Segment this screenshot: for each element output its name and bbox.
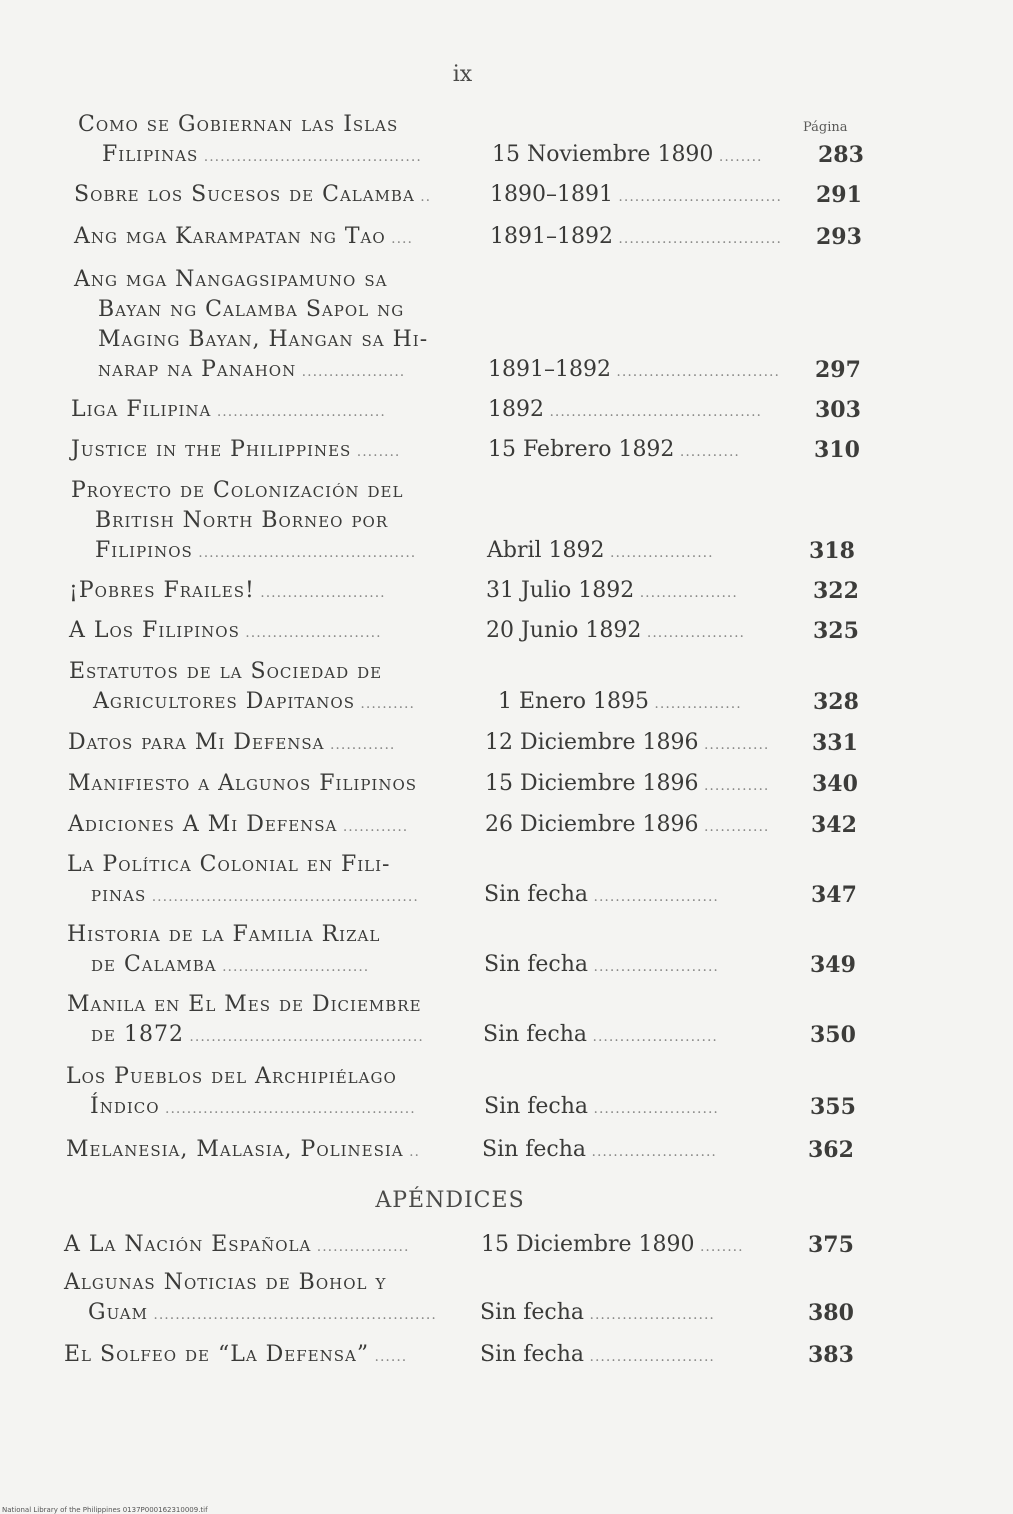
title-text: Estatutos de la Sociedad de [69,659,383,684]
leader-dots: ....................... [587,1029,718,1045]
entry-title-line [64,1298,437,1328]
entry-page-number: 297 [815,357,861,383]
leader-dots: ............ [324,737,396,753]
entry-date [485,728,769,760]
entry-date [488,355,780,387]
entry-title [74,222,413,252]
title-text: Bayan ng Calamba Sapol ng [98,297,405,322]
entry-title-line [64,1268,437,1298]
date-text: Sin fecha [480,1342,585,1367]
entry-title [69,657,415,717]
entry-title-line [67,880,419,910]
entry-page-number: 375 [808,1232,854,1258]
entry-title-line [67,990,424,1020]
entry-date [480,1340,715,1372]
entry-page-number: 310 [814,437,860,463]
leader-dots: ................................................. [146,889,419,905]
entry-title-line [67,1020,424,1050]
entry-page-number: 303 [815,397,861,423]
entry-title-line [67,950,380,980]
entry-title [66,1135,420,1165]
leader-dots: ............ [698,778,770,794]
entry-title-line [78,110,422,140]
entry-date [492,140,763,172]
entry-page-number: 328 [813,689,859,715]
title-text: Historia de la Familia Rizal [67,922,381,947]
title-text: Melanesia, Malasia, Polinesia [66,1137,404,1162]
leader-dots: ....................... [588,1101,719,1117]
date-text: 1890–1891 [490,182,613,207]
title-text: Filipinos [95,538,193,563]
entry-title-line [74,222,413,252]
entry-page-number: 342 [811,812,857,838]
entry-page-number: 340 [812,771,858,797]
entry-title-line [69,657,415,687]
entry-page-number: 355 [810,1094,856,1120]
page-column-header: Página [803,120,848,135]
leader-dots: .............................................. [159,1101,416,1117]
page-number: ix [452,62,473,87]
entry-date [480,1298,715,1330]
leader-dots: ........ [713,149,763,165]
leader-dots: ....................... [586,1144,717,1160]
date-text: Sin fecha [484,882,589,907]
date-text: Sin fecha [482,1137,587,1162]
title-text: Maging Bayan, Hangan sa Hi- [98,327,429,352]
title-text: Ang mga Nangagsipamuno sa [74,267,388,292]
entry-title-line [64,1340,407,1370]
leader-dots: ........ [351,444,401,460]
title-text: Manila en El Mes de Diciembre [67,992,422,1017]
leader-dots: ........................................ [192,545,417,561]
entry-date [482,1135,717,1167]
entry-title [68,728,395,758]
title-text: Índico [90,1094,160,1119]
entry-title-line [74,295,428,325]
date-text: 1891–1892 [490,224,613,249]
title-text: Guam [88,1300,148,1325]
entry-title-line [71,506,416,536]
entry-title-line [64,1230,409,1260]
date-text: 1892 [488,397,544,422]
entry-date [488,435,740,467]
entry-page-number: 349 [810,952,856,978]
title-text: Manifiesto a Algunos Filipinos [68,771,418,796]
date-text: 31 Julio 1892 [486,578,635,603]
leader-dots: .............................. [610,364,780,380]
leader-dots: ........................... [216,959,370,975]
title-text: A La Nación Española [64,1232,312,1257]
title-text: Justice in the Philippines [71,437,352,462]
leader-dots: ............ [698,819,770,835]
leader-dots: ............ [698,737,770,753]
title-text: Liga Filipina [71,397,212,422]
entry-date [487,536,714,568]
entry-date [484,950,719,982]
entry-title-line [74,355,428,385]
leader-dots: ............................... [211,404,386,420]
leader-dots: .. [414,189,432,205]
date-text: 1 Enero 1895 [498,689,649,714]
entry-title-line [71,395,386,425]
entry-title-line [67,920,380,950]
leader-dots: .......... [354,696,415,712]
entry-title [71,476,416,566]
appendix-heading: APÉNDICES [375,1188,525,1213]
entry-page-number: 347 [811,882,857,908]
leader-dots: ................... [296,364,406,380]
leader-dots: ............ [337,819,409,835]
date-text: 15 Diciembre 1890 [481,1232,695,1257]
entry-title-line [69,687,415,717]
date-text: Sin fecha [484,1094,589,1119]
entry-date [486,616,745,648]
leader-dots: .. [403,1144,420,1160]
entry-title [74,180,431,210]
entry-date [481,1230,744,1262]
title-text: ¡Pobres Frailes! [69,578,255,603]
entry-page-number: 325 [813,618,859,644]
date-text: 12 Diciembre 1896 [485,730,699,755]
entry-title-line [67,850,419,880]
entry-date [490,180,782,212]
entry-title-line [71,536,416,566]
leader-dots: ....................... [588,959,719,975]
date-text: Sin fecha [480,1300,585,1325]
entry-title-line [71,476,416,506]
title-text: Como se Gobiernan las Islas [78,112,399,137]
leader-dots: ....................... [254,585,386,601]
entry-title-line [66,1062,416,1092]
entry-date [484,1092,719,1124]
entry-title [67,920,380,980]
leader-dots: .............................. [612,231,782,247]
title-text: Los Pueblos del Archipiélago [66,1064,397,1089]
entry-page-number: 362 [808,1137,854,1163]
title-text: narap na Panahon [98,357,297,382]
leader-dots: ........................................ [198,149,422,165]
entry-date [486,576,738,608]
entry-title [66,1062,416,1122]
title-text: Agricultores Dapitanos [93,689,355,714]
title-text: El Solfeo de “La Defensa” [64,1342,370,1367]
date-text: 26 Diciembre 1896 [485,812,699,837]
title-text: Sobre los Sucesos de Calamba [74,182,415,207]
title-text: A Los Filipinos [69,618,240,643]
entry-title [64,1230,409,1260]
leader-dots: ........... [674,444,740,460]
leader-dots: ....................... [588,889,719,905]
title-text: British North Borneo por [95,508,389,533]
entry-title-line [69,616,382,646]
date-text: 15 Febrero 1892 [488,437,675,462]
date-text: Sin fecha [484,952,589,977]
title-text: Proyecto de Colonización del [71,478,404,503]
entry-page-number: 380 [808,1300,854,1326]
leader-dots: .................. [634,585,738,601]
date-text: 15 Noviembre 1890 [492,142,714,167]
leader-dots: .................................................... [147,1307,437,1323]
entry-date [483,1020,718,1052]
entry-date [488,395,762,427]
entry-date [485,810,769,842]
entry-page-number: 293 [816,224,862,250]
title-text: de 1872 [91,1022,184,1047]
date-text: Abril 1892 [487,538,605,563]
entry-title-line [68,810,408,840]
entry-title-line [74,265,428,295]
leader-dots: ........ [694,1239,744,1255]
leader-dots: ...... [369,1349,408,1365]
leader-dots: ....................... [584,1349,715,1365]
entry-title [68,769,417,799]
entry-title-line [68,728,395,758]
date-text: Sin fecha [483,1022,588,1047]
entry-date [490,222,782,254]
entry-date [485,769,769,801]
entry-page-number: 291 [816,182,862,208]
title-text: Datos para Mi Defensa [68,730,325,755]
entry-title [71,395,386,425]
title-text: de Calamba [91,952,217,977]
leader-dots: ................. [311,1239,410,1255]
title-text: Adiciones A Mi Defensa [68,812,338,837]
entry-page-number: 383 [808,1342,854,1368]
entry-title-line [66,1092,416,1122]
title-text: pinas [91,882,147,907]
entry-title [67,990,424,1050]
entry-title-line [78,140,422,170]
entry-title [68,810,408,840]
entry-page-number: 350 [810,1022,856,1048]
entry-title [78,110,422,170]
leader-dots: ........................................... [183,1029,424,1045]
leader-dots: .............................. [612,189,782,205]
entry-title-line [74,325,428,355]
date-text: 1891–1892 [488,357,611,382]
leader-dots: ....................................... [544,404,763,420]
entry-title [74,265,428,385]
title-text: Ang mga Karampatan ng Tao [74,224,386,249]
entry-page-number: 283 [818,142,864,168]
entry-title-line [71,435,400,465]
title-text: La Política Colonial en Fili- [67,852,391,877]
entry-date [484,880,719,912]
entry-title-line [69,576,386,606]
leader-dots: ................... [604,545,714,561]
entry-title [67,850,419,910]
scan-footer: National Library of the Philippines 0137P000162310009.tif [2,1506,208,1514]
entry-page-number: 318 [809,538,855,564]
leader-dots: ......................... [239,625,382,641]
entry-title [64,1340,407,1370]
entry-page-number: 331 [812,730,858,756]
entry-title [64,1268,437,1328]
entry-title [71,435,400,465]
leader-dots: ................ [648,696,742,712]
leader-dots: ....................... [584,1307,715,1323]
entry-title-line [66,1135,420,1165]
date-text: 15 Diciembre 1896 [485,771,699,796]
entry-title [69,576,386,606]
leader-dots: .................. [641,625,745,641]
entry-title-line [68,769,417,799]
entry-title [69,616,382,646]
leader-dots: .... [385,231,413,247]
title-text: Filipinas [102,142,199,167]
entry-date [498,687,742,719]
date-text: 20 Junio 1892 [486,618,642,643]
title-text: Algunas Noticias de Bohol y [64,1270,387,1295]
entry-title-line [74,180,431,210]
entry-page-number: 322 [813,578,859,604]
